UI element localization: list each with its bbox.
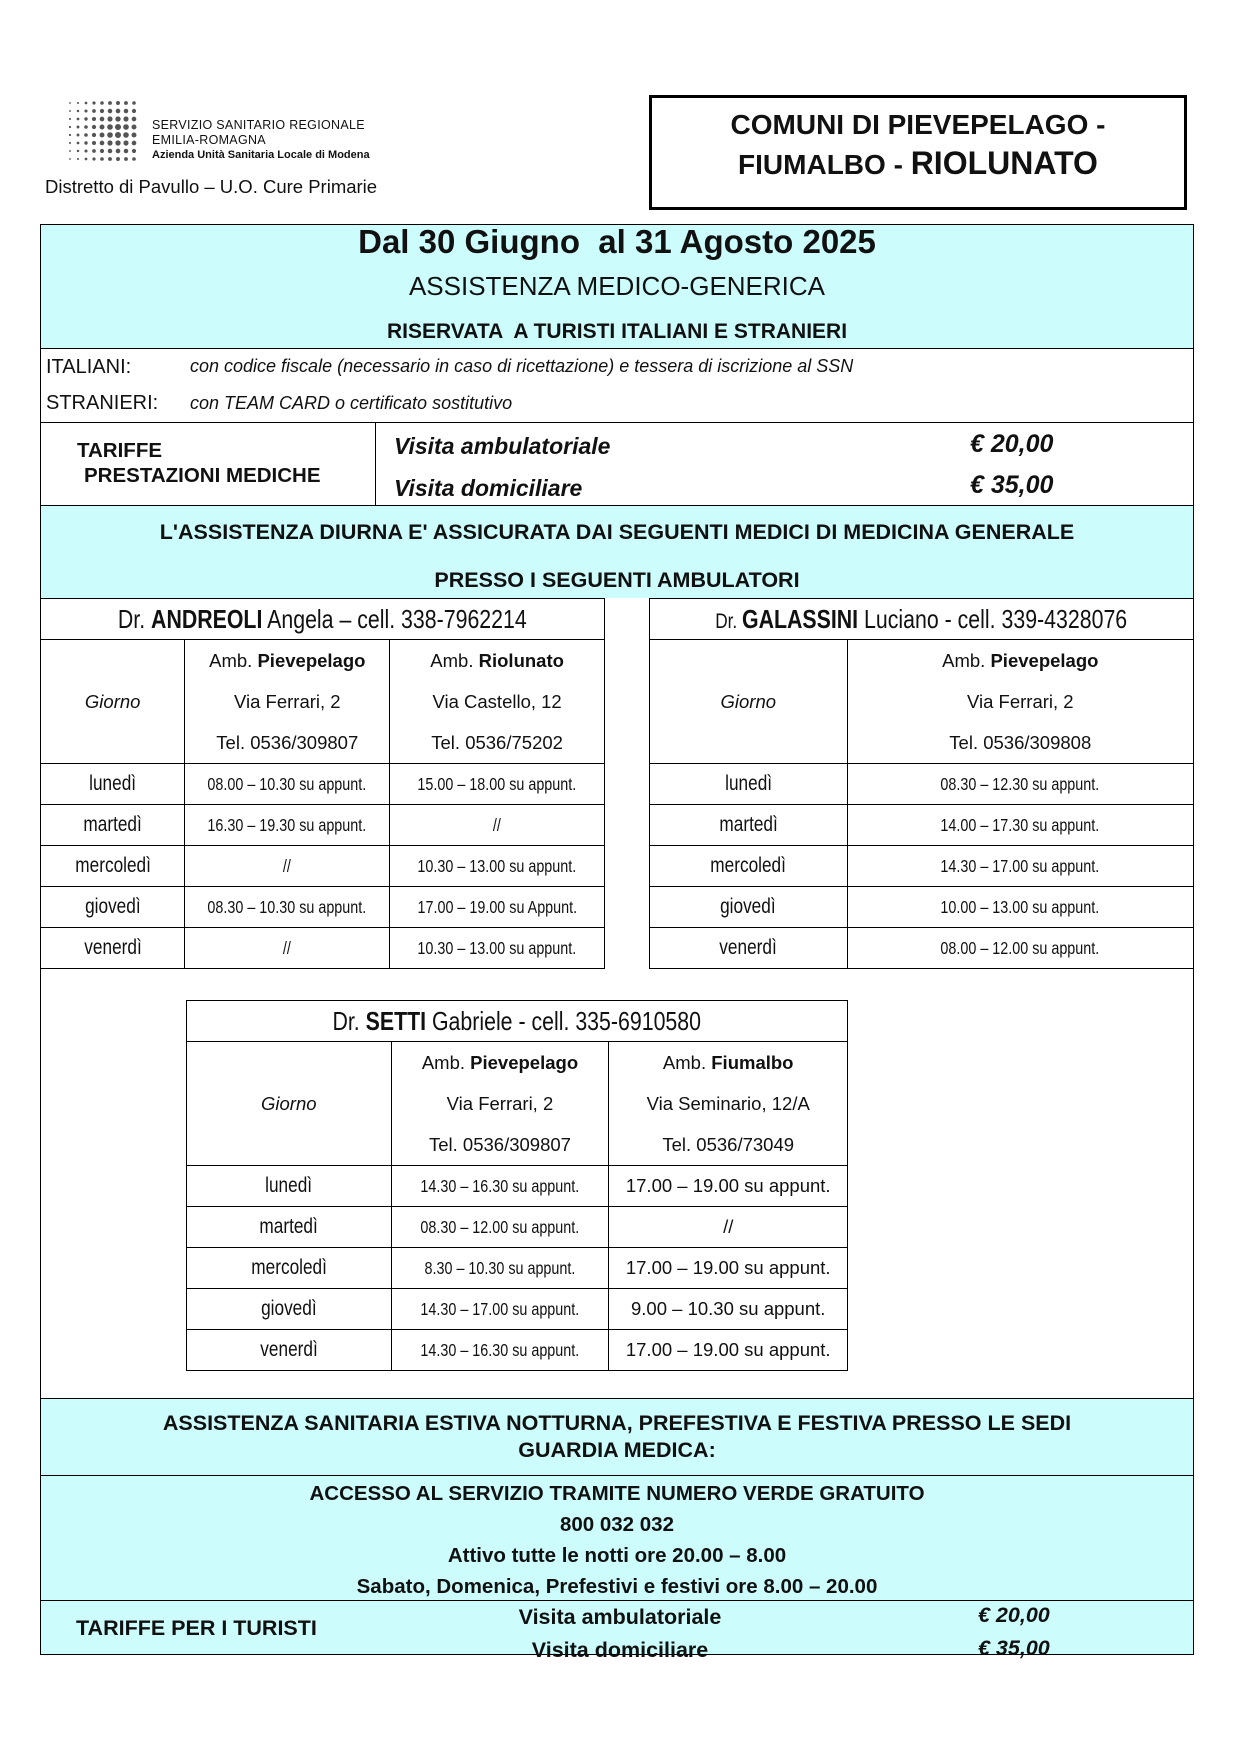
clinic-tel: Tel. 0536/73049: [662, 1134, 795, 1155]
doctor-contact: Angela – cell. 338-7962214: [262, 603, 527, 634]
table-row: [41, 928, 605, 969]
logo-dot: [123, 124, 129, 130]
logo-dot: [92, 109, 96, 113]
logo-dot: [132, 109, 136, 113]
logo-dot: [100, 109, 104, 113]
giorno-header: Giorno: [41, 640, 185, 764]
time-cell: 14.00 – 17.30 su appunt.: [847, 805, 1193, 846]
time-cell: 17.00 – 19.00 su appunt.: [609, 1248, 848, 1289]
time-cell: 17.00 – 19.00 su appunt.: [609, 1166, 848, 1207]
time-cell: 17.00 – 19.00 su Appunt.: [390, 887, 605, 928]
logo-line-1: SERVIZIO SANITARIO REGIONALE: [152, 118, 365, 132]
day-cell: mercoledì: [187, 1248, 392, 1289]
logo-dot: [77, 150, 79, 152]
clinic-amb: Amb.: [662, 1052, 712, 1073]
clinic-address: Via Ferrari, 2: [233, 691, 341, 712]
clinic-header: [609, 1042, 848, 1166]
logo-dot: [92, 101, 95, 104]
clinic-address: Via Ferrari, 2: [966, 691, 1074, 712]
table-row: [650, 887, 1194, 928]
time-cell: //: [609, 1207, 848, 1248]
table-row: [650, 764, 1194, 805]
schedule-setti: [186, 1000, 848, 1371]
logo-dot: [107, 116, 112, 121]
time-cell: 17.00 – 19.00 su appunt.: [609, 1330, 848, 1371]
day-cell: lunedì: [650, 764, 848, 805]
logo-dot: [116, 149, 121, 154]
day-cell: giovedì: [41, 887, 185, 928]
table-row: [187, 1207, 848, 1248]
table-row: [650, 928, 1194, 969]
period-title: Dal 30 Giugno al 31 Agosto 2025: [358, 223, 876, 260]
logo-dot: [115, 140, 120, 145]
table-row: [650, 846, 1194, 887]
time-cell: 15.00 – 18.00 su appunt.: [390, 764, 605, 805]
logo-dot: [69, 126, 71, 128]
logo-dot: [84, 117, 87, 120]
req-label-stranieri: STRANIERI:: [46, 392, 159, 414]
time-cell: 08.30 – 12.00 su appunt.: [391, 1207, 609, 1248]
day-assistance-line2: PRESSO I SEGUENTI AMBULATORI: [434, 568, 800, 592]
logo-dot: [132, 133, 137, 138]
logo-dot: [85, 158, 88, 161]
logo-dot: [107, 124, 113, 130]
tariff-ambulatoriale-price: € 20,00: [970, 430, 1054, 458]
logo-dot: [69, 110, 71, 112]
day-assistance-line1: L'ASSISTENZA DIURNA E' ASSICURATA DAI SEGUENTI MEDICI DI MEDICINA GENERALE: [159, 520, 1075, 544]
logo-dot: [123, 116, 128, 121]
tourist-domiciliare: Visita domiciliare: [531, 1638, 709, 1662]
tariffs-label-1: TARIFFE: [77, 439, 163, 462]
clinic-amb: Amb.: [209, 650, 258, 671]
divider: [40, 422, 1194, 423]
logo-text: [152, 118, 370, 163]
doctor-surname: SETTI: [365, 1005, 427, 1036]
logo-dot: [84, 149, 87, 152]
comuni-line-2: [652, 144, 1184, 184]
logo-dot: [92, 117, 96, 121]
logo-dot: [69, 134, 71, 136]
service-title: ASSISTENZA MEDICO-GENERICA: [408, 271, 826, 301]
time-cell: 9.00 – 10.30 su appunt.: [609, 1289, 848, 1330]
time-cell: 10.30 – 13.00 su appunt.: [390, 846, 605, 887]
clinic-header: [847, 640, 1193, 764]
time-cell: 14.30 – 16.30 su appunt.: [391, 1166, 609, 1207]
doctor-surname: GALASSINI: [742, 603, 859, 634]
logo-dot: [132, 125, 137, 130]
day-cell: lunedì: [187, 1166, 392, 1207]
table-row: [41, 764, 605, 805]
day-cell: venerdì: [187, 1330, 392, 1371]
logo-dot: [84, 141, 87, 144]
clinic-tel: Tel. 0536/309807: [428, 1134, 571, 1155]
logo-dot: [69, 142, 71, 144]
day-cell: venerdì: [650, 928, 848, 969]
logo-dot: [100, 125, 105, 130]
time-cell: 10.30 – 13.00 su appunt.: [390, 928, 605, 969]
tariff-domiciliare: Visita domiciliare: [394, 475, 583, 501]
time-cell: 16.30 – 19.30 su appunt.: [185, 805, 390, 846]
doctor-surname: ANDREOLI: [151, 603, 263, 634]
logo-dot: [77, 142, 80, 145]
table-row: [187, 1289, 848, 1330]
clinic-address: Via Castello, 12: [432, 691, 562, 712]
tariff-domiciliare-price: € 35,00: [970, 471, 1054, 499]
doctor-contact: Gabriele - cell. 335-6910580: [426, 1005, 702, 1036]
logo-dot: [92, 157, 95, 160]
logo-dot: [123, 140, 128, 145]
giorno-header: Giorno: [650, 640, 848, 764]
logo-dot: [132, 101, 136, 105]
time-cell: 10.00 – 13.00 su appunt.: [847, 887, 1193, 928]
logo-dot: [132, 157, 136, 161]
day-cell: martedì: [41, 805, 185, 846]
tariffs-label-2: PRESTAZIONI MEDICHE: [84, 464, 321, 487]
time-cell: 14.30 – 16.30 su appunt.: [391, 1330, 609, 1371]
doctor-header-andreoli: [41, 599, 605, 640]
reserved-title: RISERVATA A TURISTI ITALIANI E STRANIERI: [386, 320, 848, 343]
logo-dot: [107, 132, 113, 138]
tourist-domiciliare-price: € 35,00: [978, 1636, 1050, 1660]
doctor-prefix: Dr.: [118, 603, 152, 634]
clinic-header: [390, 640, 605, 764]
logo-line-2: EMILIA-ROMAGNA: [152, 133, 266, 147]
clinic-tel: Tel. 0536/309808: [949, 732, 1092, 753]
doctor-prefix: Dr.: [332, 1005, 366, 1036]
logo-dot: [100, 133, 105, 138]
clinic-name: Pievepelago: [257, 650, 366, 671]
logo-dot: [107, 140, 112, 145]
req-text-italiani: con codice fiscale (necessario in caso di ricettazione) e tessera di iscrizione al SSN: [190, 356, 854, 376]
logo-dot: [124, 157, 128, 161]
logo-dot: [69, 150, 71, 152]
clinic-name: Fiumalbo: [711, 1052, 794, 1073]
ausl-logo-icon: [66, 99, 138, 163]
table-row: [187, 1166, 848, 1207]
clinic-header: [391, 1042, 609, 1166]
logo-dot: [108, 101, 112, 105]
table-row: [650, 805, 1194, 846]
clinic-amb: Amb.: [421, 1052, 471, 1073]
logo-dot: [124, 149, 129, 154]
comuni-box: [649, 95, 1187, 210]
access-text: ACCESSO AL SERVIZIO TRAMITE NUMERO VERDE GRATUITO: [309, 1482, 925, 1505]
comuni-line-2a: FIUMALBO -: [738, 149, 911, 180]
logo-dot: [132, 117, 137, 122]
logo-dot: [77, 134, 80, 137]
logo-dot: [77, 102, 79, 104]
time-cell: 08.00 – 10.30 su appunt.: [185, 764, 390, 805]
tourist-tariffs-label: TARIFFE PER I TURISTI: [76, 1616, 317, 1640]
clinic-address: Via Ferrari, 2: [446, 1093, 554, 1114]
logo-dot: [92, 133, 96, 137]
req-text-stranieri: con TEAM CARD o certificato sostitutivo: [190, 393, 513, 413]
logo-dot: [115, 116, 120, 121]
day-cell: martedì: [187, 1207, 392, 1248]
logo-dot: [69, 118, 71, 120]
time-cell: 08.30 – 12.30 su appunt.: [847, 764, 1193, 805]
time-cell: 8.30 – 10.30 su appunt.: [391, 1248, 609, 1289]
day-cell: mercoledì: [650, 846, 848, 887]
table-row: [41, 887, 605, 928]
logo-dot: [124, 109, 129, 114]
logo-dot: [100, 101, 104, 105]
clinic-amb: Amb.: [430, 650, 479, 671]
time-cell: //: [185, 928, 390, 969]
clinic-name: Pievepelago: [990, 650, 1099, 671]
logo-dot: [100, 117, 105, 122]
logo-dot: [108, 149, 113, 154]
hours-holidays: Sabato, Domenica, Prefestivi e festivi ore 8.00 – 20.00: [356, 1575, 878, 1598]
logo-dot: [100, 149, 104, 153]
toll-free-number: 800 032 032: [559, 1513, 674, 1536]
schedule-andreoli: [40, 598, 605, 969]
logo-dot: [84, 133, 88, 137]
logo-dot: [92, 125, 96, 129]
tourist-ambulatoriale: Visita ambulatoriale: [518, 1605, 722, 1629]
divider: [375, 422, 376, 505]
clinic-address: Via Seminario, 12/A: [646, 1093, 810, 1114]
req-label-italiani: ITALIANI:: [46, 356, 132, 378]
logo-dot: [69, 102, 71, 104]
tourist-ambulatoriale-price: € 20,00: [978, 1603, 1050, 1627]
giorno-header: Giorno: [187, 1042, 392, 1166]
logo-dot: [116, 157, 120, 161]
time-cell: 14.30 – 17.00 su appunt.: [391, 1289, 609, 1330]
table-row: [187, 1330, 848, 1371]
day-cell: giovedì: [650, 887, 848, 928]
doctor-header-setti: [187, 1001, 848, 1042]
night-title-line2: GUARDIA MEDICA:: [518, 1438, 716, 1462]
day-cell: giovedì: [187, 1289, 392, 1330]
clinic-tel: Tel. 0536/75202: [431, 732, 563, 753]
divider: [40, 348, 1194, 349]
table-row: [41, 846, 605, 887]
comuni-line-2b: RIOLUNATO: [910, 145, 1098, 181]
comuni-line-1: COMUNI DI PIEVEPELAGO -: [730, 109, 1106, 140]
clinic-tel: Tel. 0536/309807: [216, 732, 359, 753]
logo-dot: [77, 118, 80, 121]
logo-dot: [77, 126, 80, 129]
time-cell: //: [390, 805, 605, 846]
clinic-name: Pievepelago: [470, 1052, 579, 1073]
logo-dot: [123, 132, 129, 138]
doctor-contact: Luciano - cell. 339-4328076: [858, 603, 1128, 634]
time-cell: //: [185, 846, 390, 887]
logo-dot: [100, 141, 105, 146]
tariff-ambulatoriale: Visita ambulatoriale: [394, 433, 611, 459]
logo-dot: [77, 110, 79, 112]
logo-dot: [100, 157, 104, 161]
logo-dot: [92, 141, 96, 145]
day-cell: mercoledì: [41, 846, 185, 887]
clinic-name: Riolunato: [478, 650, 564, 671]
hours-nights: Attivo tutte le notti ore 20.00 – 8.00: [447, 1544, 787, 1567]
district-label: Distretto di Pavullo – U.O. Cure Primarie: [45, 176, 378, 197]
logo-dot: [77, 158, 79, 160]
time-cell: 14.30 – 17.00 su appunt.: [847, 846, 1193, 887]
logo-dot: [92, 149, 96, 153]
logo-dot: [132, 141, 137, 146]
doctor-header-galassini: [650, 599, 1194, 640]
clinic-header: [185, 640, 390, 764]
logo-dot: [116, 101, 120, 105]
logo-dot: [132, 149, 136, 153]
logo-dot: [84, 109, 87, 112]
table-row: [187, 1248, 848, 1289]
night-title-line1: ASSISTENZA SANITARIA ESTIVA NOTTURNA, PREFESTIVA E FESTIVA PRESSO LE SEDI: [162, 1411, 1072, 1435]
time-cell: 08.30 – 10.30 su appunt.: [185, 887, 390, 928]
logo-dot: [116, 109, 121, 114]
schedule-galassini: [649, 598, 1194, 969]
table-row: [41, 805, 605, 846]
day-cell: martedì: [650, 805, 848, 846]
logo-dot: [84, 125, 88, 129]
logo-dot: [85, 102, 88, 105]
logo-dot: [124, 101, 128, 105]
logo-dot: [69, 158, 71, 160]
logo-dot: [115, 132, 121, 138]
logo-line-3: Azienda Unità Sanitaria Locale di Modena: [152, 149, 370, 161]
day-cell: venerdì: [41, 928, 185, 969]
doctor-prefix: Dr.: [715, 609, 743, 633]
logo-dot: [115, 124, 121, 130]
logo-dot: [108, 109, 113, 114]
logo-dot: [108, 157, 112, 161]
day-cell: lunedì: [41, 764, 185, 805]
time-cell: 08.00 – 12.00 su appunt.: [847, 928, 1193, 969]
clinic-amb: Amb.: [942, 650, 991, 671]
